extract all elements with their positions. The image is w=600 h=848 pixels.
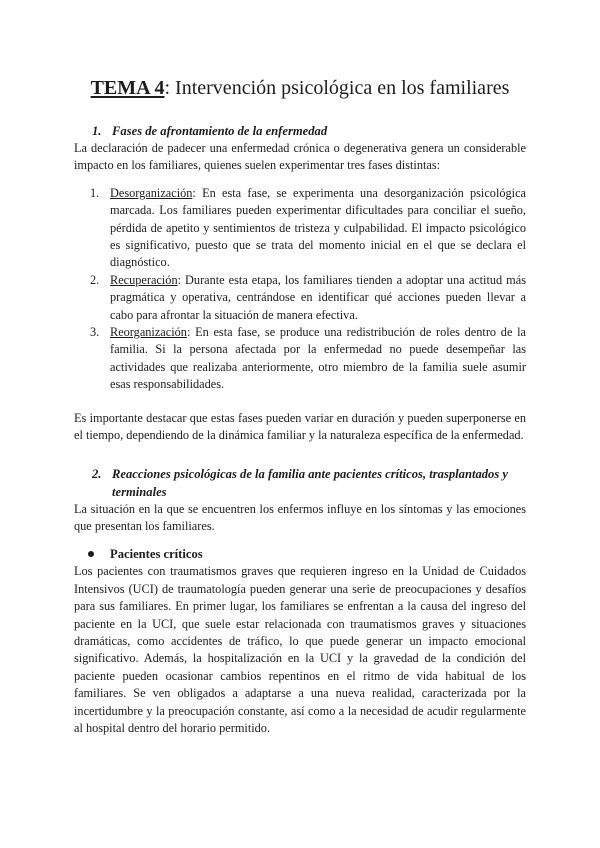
section-2-intro: La situación en la que se encuentren los enfermos influye en los síntomas y las emociones que presentan los familiares.	[74, 501, 526, 533]
phase-text: : En esta fase, se produce una redistribución de roles dentro de la familia. Si la persona afectada por la enfermedad no puede desempeñar las actividades que realizaba anteriormente, otro miembro de la familia suele asumir esas responsabilidades.	[110, 325, 526, 392]
section-1-number: 1.	[92, 124, 102, 138]
subsection-body: Los pacientes con traumatismos graves que requieren ingreso en la Unidad de Cuidados Intensivos (UCI) de traumatología pueden generar una serie de preocupaciones y desafíos para sus familiares. En primer lugar, los familiares se enfrentan a la causa del ingreso del paciente en la UCI, que suele estar relacionada con traumatismos graves y situaciones dramáticas, como accidentes de tráfico, lo que puede generar un impacto emocional significativo. Además, la hospitalización en la UCI y la gravedad de la condición del paciente pueden ocasionar cambios repentinos en el ritmo de vida habitual de los familiares. Se ven obligados a adaptarse a una nueva realidad, caracterizada por la incertidumbre y la preocupación constante, así como a la necesidad de acudir regularmente al hospital dentro del horario permitido.	[74, 564, 526, 735]
section-2-number: 2.	[92, 466, 102, 481]
section-1-closing: Es importante destacar que estas fases pueden variar en duración y pueden superponerse en el tiempo, dependiendo de la dinámica familiar y la naturaleza específica de la enfermedad.	[74, 410, 526, 443]
page-title	[74, 76, 526, 100]
section-2-title: Reacciones psicológicas de la familia ante pacientes críticos, trasplantados y terminales	[112, 466, 508, 499]
phase-term: Reorganización	[110, 325, 187, 340]
list-item	[74, 185, 526, 272]
subsection-title: Pacientes críticos	[110, 547, 203, 562]
section-1-intro: La declaración de padecer una enfermedad crónica o degenerativa genera un considerable impacto en los familiares, quienes suelen experimentar tres fases distintas:	[74, 141, 526, 173]
subsection-heading	[88, 545, 526, 563]
list-item-number: 1.	[90, 185, 100, 200]
section-2-heading	[92, 465, 526, 501]
phase-term: Desorganización	[110, 185, 193, 200]
title-text: : Intervención psicológica en los familiares	[164, 77, 510, 99]
phase-text: : En esta fase, se experimenta una desorganización psicológica marcada. Los familiares pueden experimentar dificultades para conciliar el sueño, pérdida de apetito y sentimientos de tristeza y culpabilidad. El impacto psicológico es significativo, puesto que se trata del momento inicial en el que se declara el diagnóstico.	[110, 185, 526, 270]
title-number: TEMA 4	[90, 77, 165, 99]
phases-list	[74, 185, 526, 394]
list-item-number: 3.	[90, 325, 100, 340]
section-1-heading	[92, 122, 526, 140]
list-item	[74, 324, 526, 394]
list-item	[74, 272, 526, 324]
bullet-icon	[88, 551, 94, 557]
list-item-number: 2.	[90, 272, 100, 287]
section-1-title: Fases de afrontamiento de la enfermedad	[112, 124, 328, 138]
phase-term: Recuperación	[110, 272, 178, 287]
phase-text: : Durante esta etapa, los familiares tienden a adoptar una actitud más pragmática y operativa, centrándose en identificar qué acciones pueden llevar a cabo para afrontar la situación de manera efectiva.	[110, 272, 526, 322]
